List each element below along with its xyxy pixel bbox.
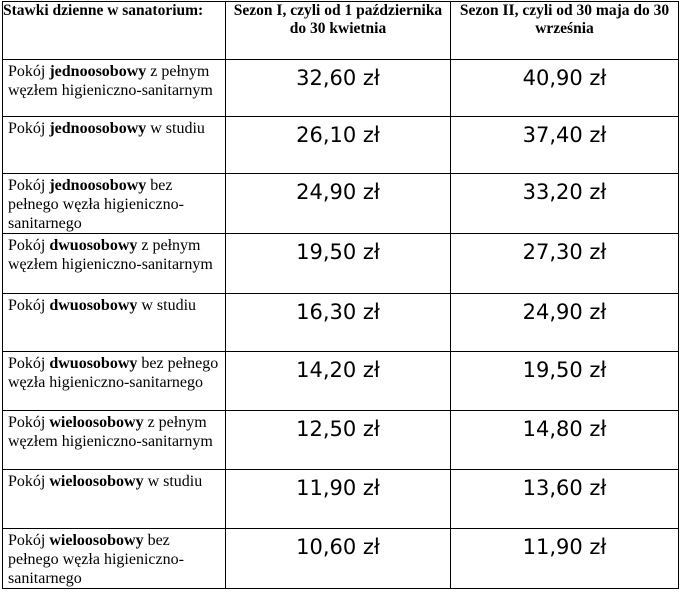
price-season-2: 11,90 zł <box>451 529 679 589</box>
table-row <box>3 294 679 352</box>
table-row <box>3 234 679 294</box>
table-row <box>3 529 679 589</box>
header-season-1: Sezon I, czyli od 1 października do 30 kwietnia <box>226 2 451 60</box>
price-season-2: 37,40 zł <box>451 117 679 174</box>
price-season-2: 33,20 zł <box>451 174 679 234</box>
table-row <box>3 470 679 529</box>
room-prefix: Pokój <box>8 473 50 490</box>
price-season-1: 14,20 zł <box>226 352 451 411</box>
room-type: dwuosobowy <box>49 297 138 314</box>
price-season-1: 24,90 zł <box>226 174 451 234</box>
room-type: wieloosobowy <box>49 414 144 431</box>
room-description <box>3 352 226 411</box>
price-season-2: 27,30 zł <box>451 234 679 294</box>
sanatorium-rates-table <box>2 1 679 589</box>
header-room-type: Stawki dzienne w sanatorium: <box>3 2 226 60</box>
price-season-1: 10,60 zł <box>226 529 451 589</box>
room-type: dwuosobowy <box>49 355 138 372</box>
price-season-1: 19,50 zł <box>226 234 451 294</box>
room-description <box>3 529 226 589</box>
room-prefix: Pokój <box>8 414 50 431</box>
room-description <box>3 294 226 352</box>
room-suffix: z pełnym węzłem higieniczno-sanitarnym <box>8 63 213 99</box>
price-season-1: 11,90 zł <box>226 470 451 529</box>
table-row <box>3 411 679 470</box>
room-description <box>3 470 226 529</box>
price-season-1: 16,30 zł <box>226 294 451 352</box>
header-season-2: Sezon II, czyli od 30 maja do 30 września <box>451 2 679 60</box>
room-suffix: bez pełnego węzła higieniczno-sanitarnego <box>8 177 184 232</box>
room-suffix: bez pełnego węzła higieniczno-sanitarnego <box>8 355 219 391</box>
table-header-row <box>3 2 679 60</box>
room-prefix: Pokój <box>8 177 50 194</box>
room-suffix: bez pełnego węzła higieniczno-sanitarnego <box>8 532 184 587</box>
room-suffix: w studiu <box>137 297 197 314</box>
room-prefix: Pokój <box>8 237 50 254</box>
room-type: jednoosobowy <box>49 120 147 137</box>
room-description <box>3 234 226 294</box>
room-prefix: Pokój <box>8 355 50 372</box>
room-suffix: w studiu <box>146 120 205 137</box>
room-description <box>3 60 226 117</box>
room-type: wieloosobowy <box>49 473 144 490</box>
room-description <box>3 174 226 234</box>
room-prefix: Pokój <box>8 63 50 80</box>
room-description <box>3 411 226 470</box>
table-row <box>3 60 679 117</box>
price-season-2: 40,90 zł <box>451 60 679 117</box>
room-prefix: Pokój <box>8 532 50 549</box>
room-type: jednoosobowy <box>49 177 147 194</box>
table-row <box>3 117 679 174</box>
price-season-2: 13,60 zł <box>451 470 679 529</box>
room-suffix: w studiu <box>143 473 203 490</box>
room-prefix: Pokój <box>8 120 50 137</box>
room-suffix: z pełnym węzłem higieniczno-sanitarnym <box>8 414 213 450</box>
room-suffix: z pełnym węzłem higieniczno-sanitarnym <box>8 237 213 273</box>
price-season-1: 32,60 zł <box>226 60 451 117</box>
table-row <box>3 174 679 234</box>
price-season-2: 24,90 zł <box>451 294 679 352</box>
price-season-1: 12,50 zł <box>226 411 451 470</box>
room-type: dwuosobowy <box>49 237 138 254</box>
room-type: wieloosobowy <box>49 532 144 549</box>
price-season-2: 19,50 zł <box>451 352 679 411</box>
table-row <box>3 352 679 411</box>
room-type: jednoosobowy <box>49 63 147 80</box>
room-description <box>3 117 226 174</box>
price-season-1: 26,10 zł <box>226 117 451 174</box>
price-season-2: 14,80 zł <box>451 411 679 470</box>
room-prefix: Pokój <box>8 297 50 314</box>
